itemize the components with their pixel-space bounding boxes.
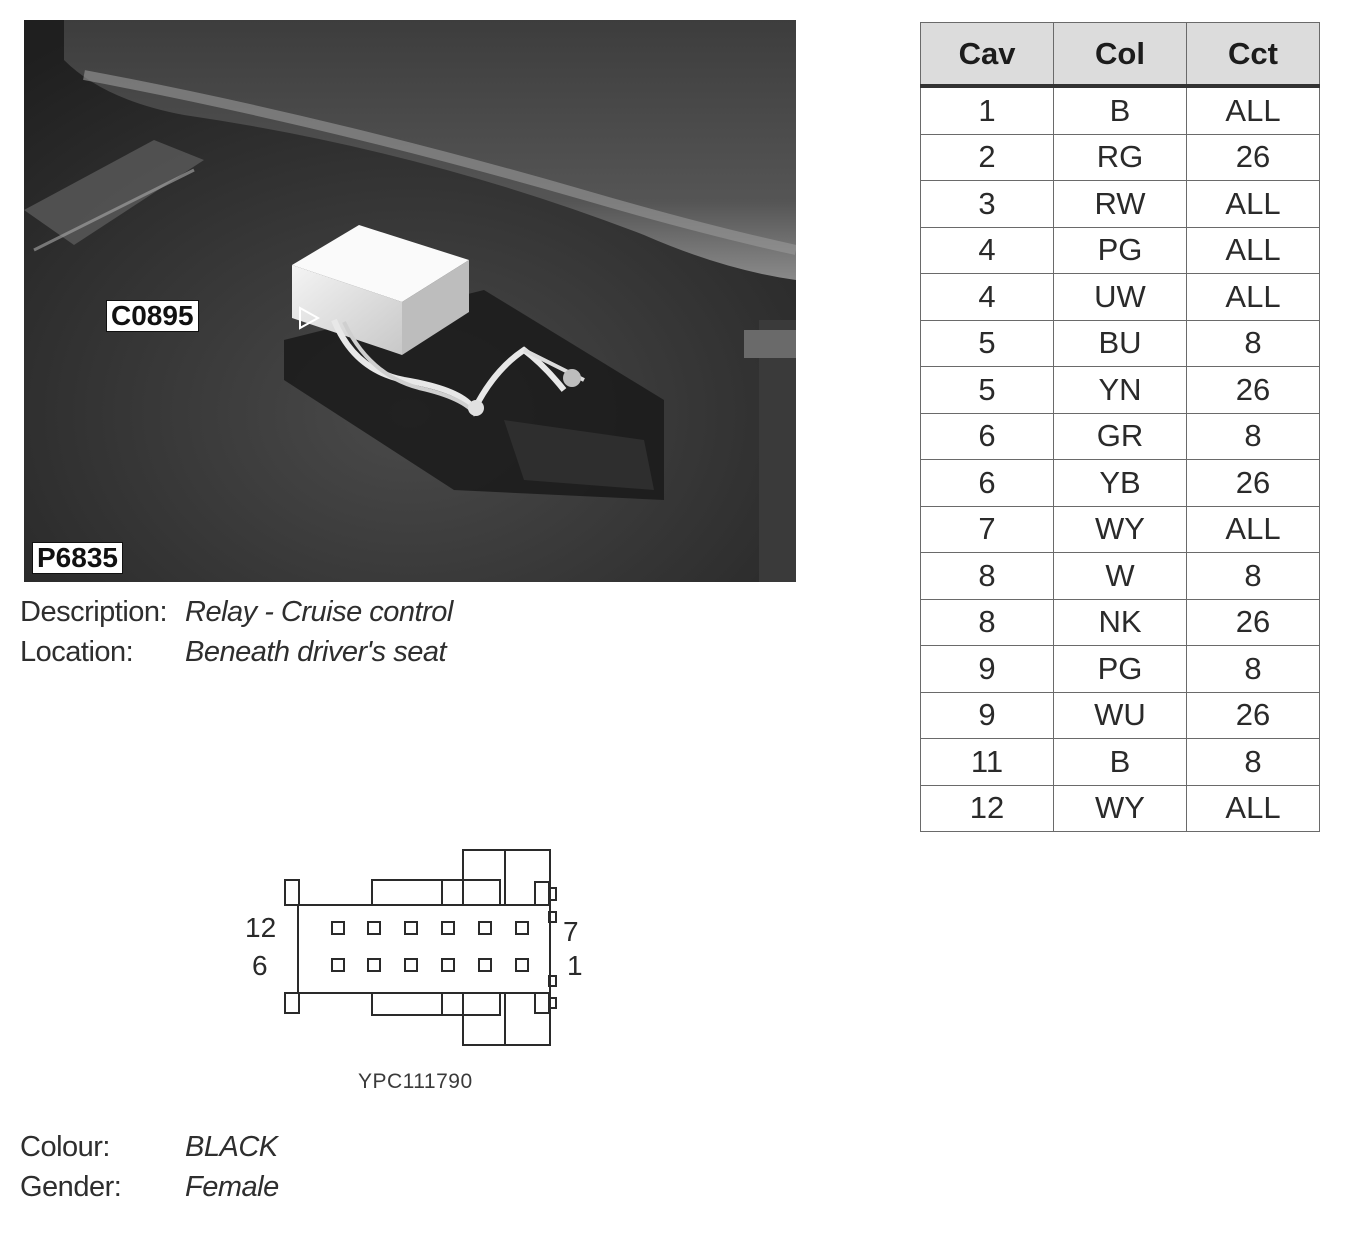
cav-cell: 8 [921,553,1054,600]
cct-cell: ALL [1187,506,1320,553]
table-row [921,785,1320,832]
description-value: Relay - Cruise control [185,596,453,628]
table-row [921,692,1320,739]
pin-label-1: 1 [567,950,583,981]
connector-face-diagram [230,840,610,1060]
cct-cell: ALL [1187,181,1320,228]
location-row [20,632,453,672]
cav-cell: 5 [921,320,1054,367]
col-cell: YN [1054,367,1187,414]
col-cell: BU [1054,320,1187,367]
col-cell: YB [1054,460,1187,507]
col-cell: WY [1054,506,1187,553]
gender-key: Gender: [20,1171,122,1203]
header-cct: Cct [1187,23,1320,87]
cav-cell: 1 [921,86,1054,134]
table-row [921,599,1320,646]
col-cell: W [1054,553,1187,600]
header-cav: Cav [921,23,1054,87]
cav-cell: 9 [921,692,1054,739]
table-header-row [921,23,1320,87]
cct-cell: 8 [1187,739,1320,786]
cct-cell: 8 [1187,553,1320,600]
location-value: Beneath driver's seat [185,636,447,668]
cct-cell: ALL [1187,274,1320,321]
colour-key: Colour: [20,1131,110,1163]
table-row [921,86,1320,134]
cct-cell: 26 [1187,599,1320,646]
cct-cell: ALL [1187,785,1320,832]
cav-cell: 3 [921,181,1054,228]
cav-cell: 4 [921,274,1054,321]
table-row [921,413,1320,460]
col-cell: PG [1054,646,1187,693]
connector-id-label: C0895 [106,300,199,332]
col-cell: UW [1054,274,1187,321]
cav-cell: 7 [921,506,1054,553]
table-row [921,739,1320,786]
connector-properties [20,1127,279,1207]
col-cell: WU [1054,692,1187,739]
cav-cell: 12 [921,785,1054,832]
gender-value: Female [185,1171,279,1203]
cct-cell: 26 [1187,692,1320,739]
table-row [921,181,1320,228]
table-row [921,134,1320,181]
cav-cell: 11 [921,739,1054,786]
table-row [921,274,1320,321]
part-number: YPC111790 [358,1070,473,1093]
col-cell: WY [1054,785,1187,832]
table-row [921,367,1320,414]
cav-cell: 5 [921,367,1054,414]
pin-label-6: 6 [252,950,268,981]
col-cell: PG [1054,227,1187,274]
col-cell: RW [1054,181,1187,228]
cav-cell: 4 [921,227,1054,274]
cav-cell: 6 [921,413,1054,460]
table-row [921,553,1320,600]
cct-cell: ALL [1187,227,1320,274]
description-row [20,592,453,632]
connector-info [20,592,453,672]
table-row [921,320,1320,367]
header-col: Col [1054,23,1187,87]
cav-cell: 6 [921,460,1054,507]
connector-location-photo [24,20,796,582]
col-cell: RG [1054,134,1187,181]
cct-cell: 26 [1187,134,1320,181]
col-cell: NK [1054,599,1187,646]
cav-cell: 2 [921,134,1054,181]
cct-cell: ALL [1187,86,1320,134]
cct-cell: 8 [1187,320,1320,367]
cct-cell: 8 [1187,413,1320,460]
pinout-table [920,22,1320,832]
colour-row [20,1127,279,1167]
pin-label-12: 12 [245,912,277,943]
description-key: Description: [20,596,168,628]
cav-cell: 9 [921,646,1054,693]
table-row [921,646,1320,693]
table-row [921,506,1320,553]
table-row [921,227,1320,274]
col-cell: GR [1054,413,1187,460]
col-cell: B [1054,739,1187,786]
connector-outline [230,840,610,1060]
colour-value: BLACK [185,1131,278,1163]
cav-cell: 8 [921,599,1054,646]
table-row [921,460,1320,507]
pin-label-7: 7 [563,916,579,947]
photo-id-label: P6835 [32,542,123,574]
cct-cell: 8 [1187,646,1320,693]
col-cell: B [1054,86,1187,134]
cct-cell: 26 [1187,460,1320,507]
location-key: Location: [20,636,134,668]
gender-row [20,1167,279,1207]
cct-cell: 26 [1187,367,1320,414]
